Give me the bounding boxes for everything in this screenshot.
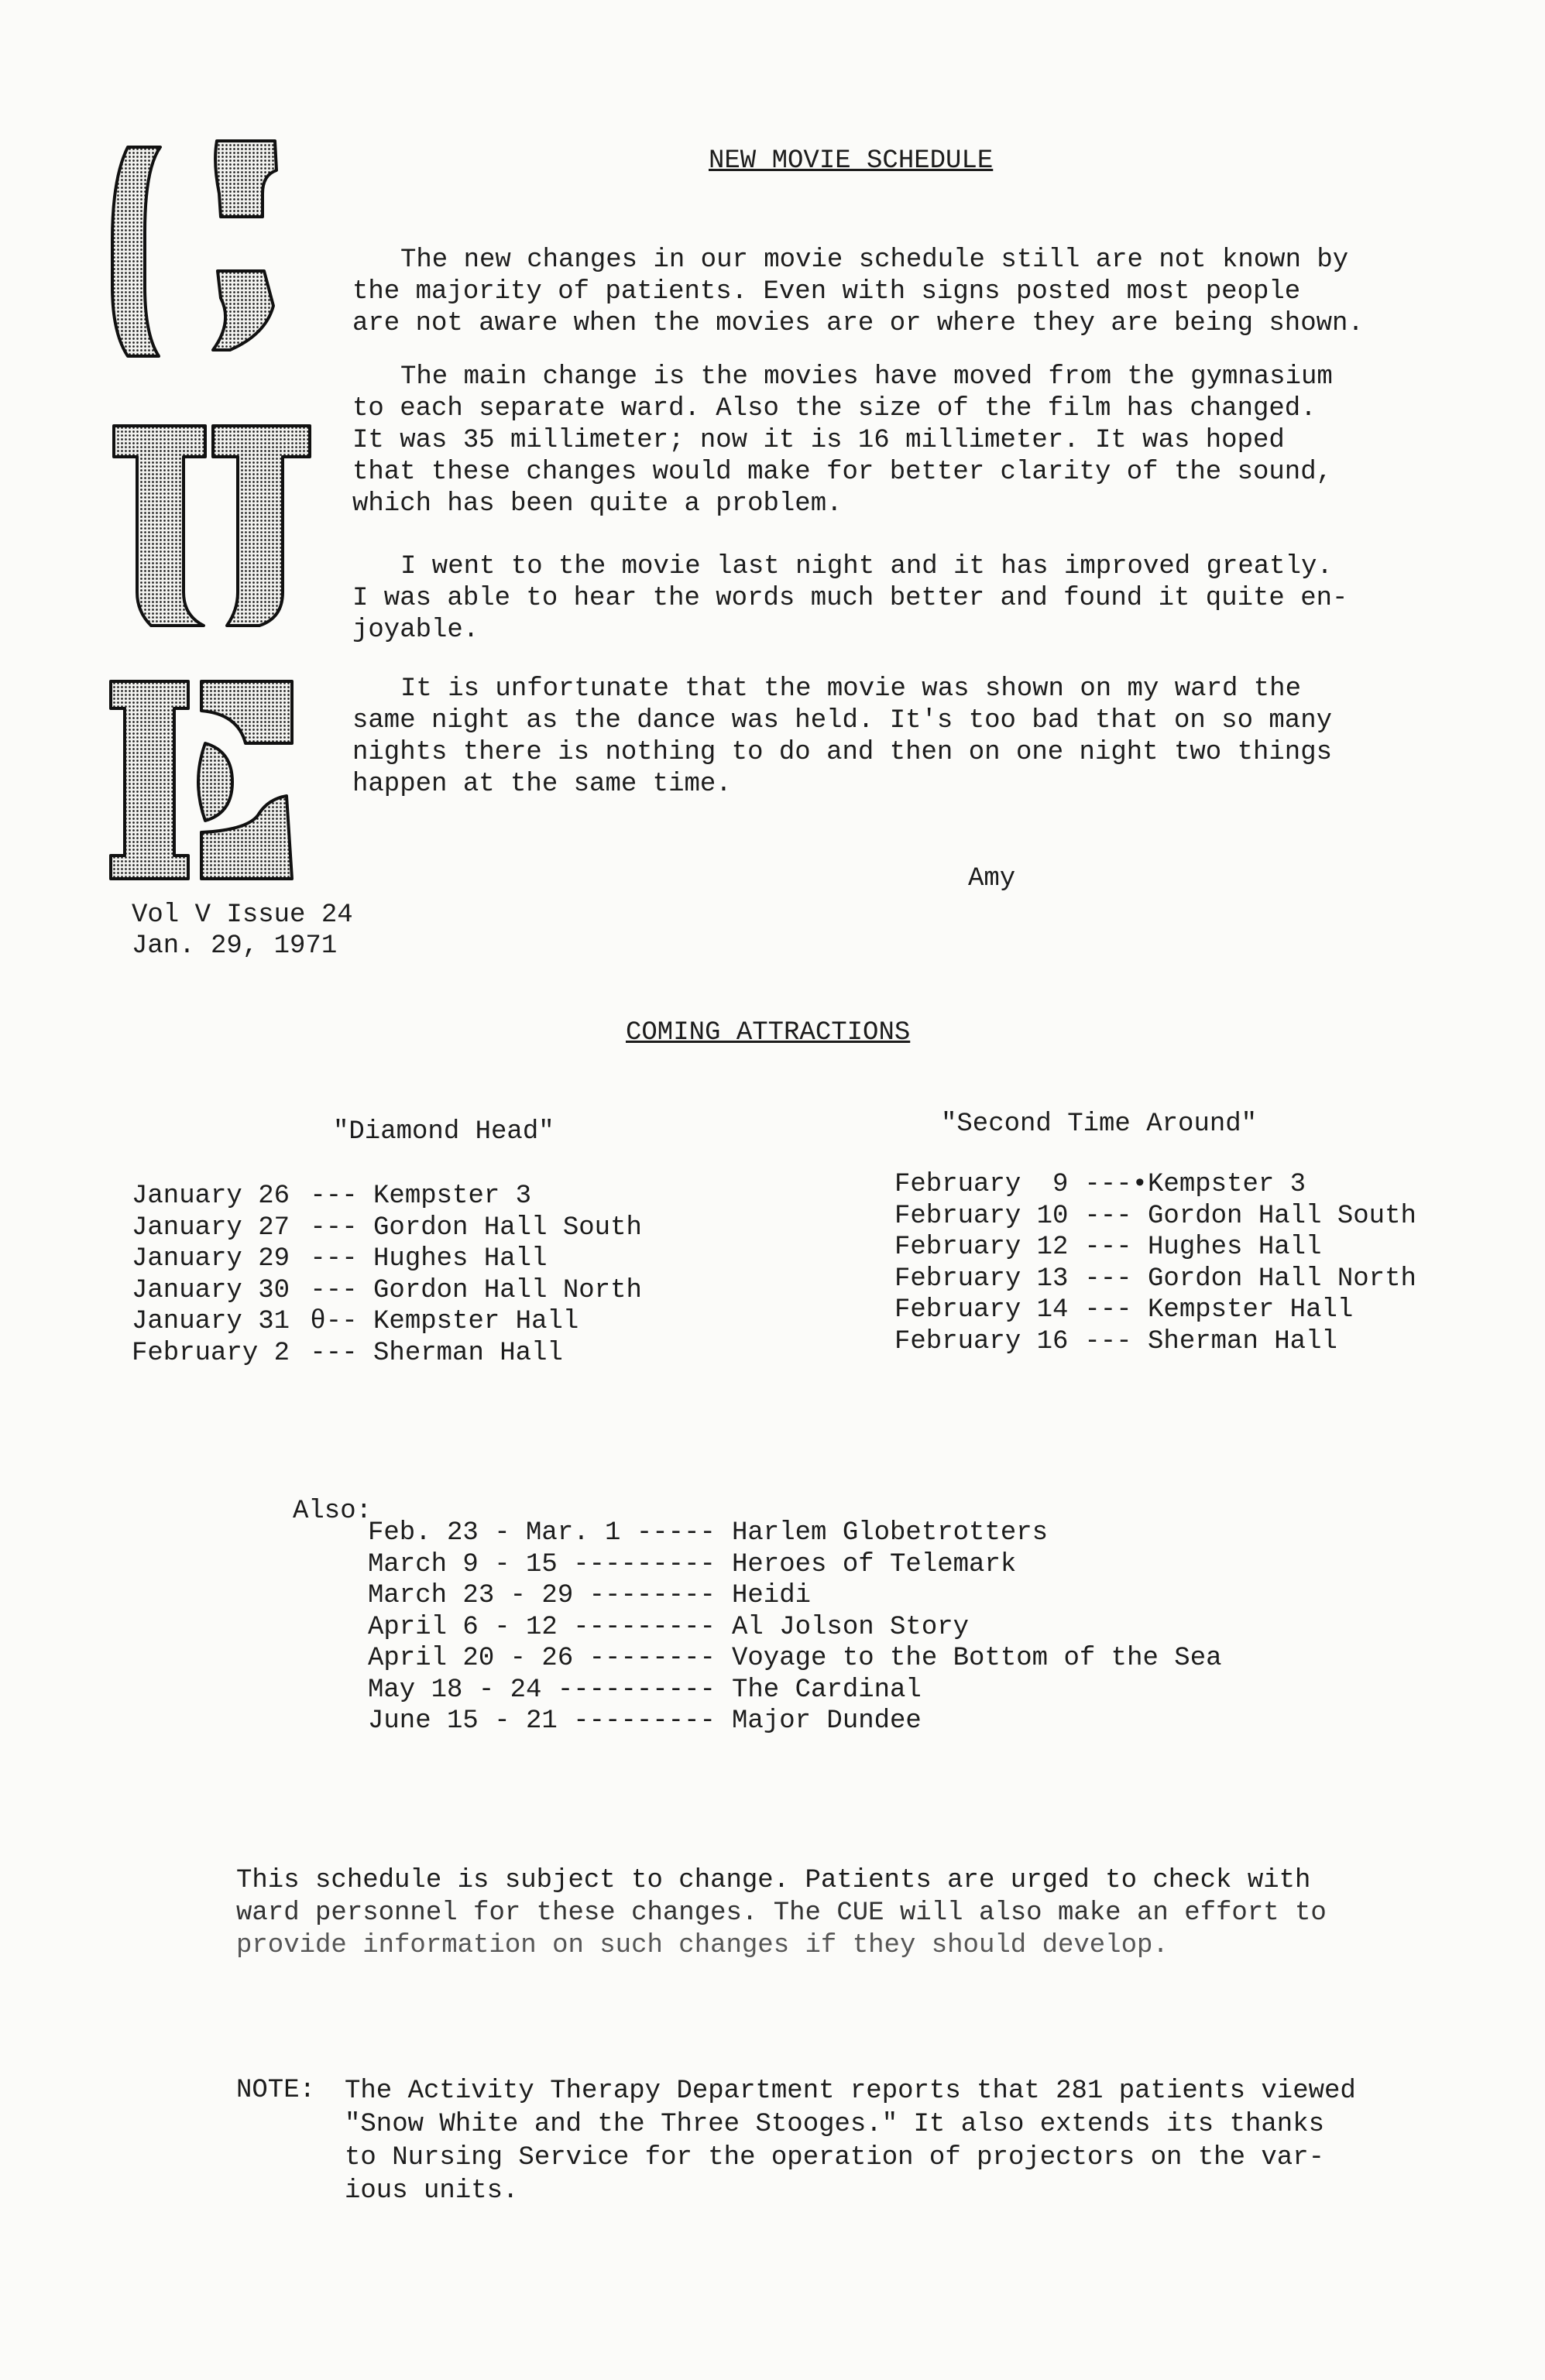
also-title: Al Jolson Story <box>732 1612 970 1642</box>
separator: --- <box>1069 1326 1148 1356</box>
showing-row <box>894 1295 1416 1326</box>
separator: ---• <box>1069 1170 1148 1199</box>
showing-place: Sherman Hall <box>1148 1326 1337 1356</box>
showing-place: Gordon Hall South <box>1148 1201 1416 1231</box>
separator: --- <box>294 1212 374 1243</box>
article-line: to each separate ward. Also the size of the film has changed. <box>352 394 1317 424</box>
separator: --- <box>1069 1201 1148 1231</box>
article-line: same night as the dance was held. It's too bad that on so many <box>352 706 1333 736</box>
showing-row <box>132 1181 642 1212</box>
also-dates: April 20 - 26 -------- <box>368 1644 716 1673</box>
showing-date: January 27 <box>132 1212 290 1243</box>
logo-letter-u <box>114 426 310 626</box>
article-line: the majority of patients. Even with signs posted most people <box>352 277 1301 307</box>
coming-attractions-title: COMING ATTRACTIONS <box>626 1018 911 1048</box>
cue-logo <box>97 132 321 898</box>
showing-date: February 16 <box>894 1326 1069 1356</box>
showing-date: February 10 <box>894 1201 1069 1231</box>
also-title: Major Dundee <box>732 1706 922 1736</box>
article-line: which has been quite a problem. <box>352 489 843 519</box>
showing-date: February 9 <box>894 1170 1069 1199</box>
showing-place: Gordon Hall South <box>373 1212 642 1243</box>
showing-date: February 14 <box>894 1295 1069 1325</box>
article-paragraph <box>352 674 1359 801</box>
showing-place: Gordon Hall North <box>373 1275 642 1305</box>
note-line: The Activity Therapy Department reports that 281 patients viewed <box>345 2076 1356 2106</box>
notice-line: provide information on such changes if they should develop. <box>236 1931 1169 1960</box>
separator: θ-- <box>294 1307 374 1336</box>
film-title: "Diamond Head" <box>333 1117 554 1147</box>
article-author: Amy <box>968 864 1016 893</box>
article-paragraph <box>352 245 1364 340</box>
showing-list <box>894 1169 1416 1357</box>
article-title: NEW MOVIE SCHEDULE <box>709 146 994 176</box>
showing-place: Kempster Hall <box>373 1307 579 1336</box>
showing-row <box>894 1169 1416 1201</box>
article-line: It was 35 millimeter; now it is 16 millimeter. It was hoped <box>352 426 1285 455</box>
separator: --- <box>294 1181 374 1211</box>
notice-line: This schedule is subject to change. Patients are urged to check with <box>236 1866 1311 1895</box>
volume-issue: Vol V Issue 24 <box>132 900 353 930</box>
separator: --- <box>1069 1295 1148 1325</box>
article-paragraph <box>352 551 1359 646</box>
notice-line: ward personnel for these changes. The CUE will also make an effort to <box>236 1898 1327 1928</box>
article-line: happen at the same time. <box>352 770 732 799</box>
showing-place: Kempster 3 <box>373 1181 532 1211</box>
also-dates: June 15 - 21 --------- <box>368 1706 716 1736</box>
also-row <box>368 1643 1222 1675</box>
also-dates: March 23 - 29 -------- <box>368 1581 716 1610</box>
note-text <box>345 2075 1356 2208</box>
issue-date: Jan. 29, 1971 <box>132 931 338 961</box>
also-list <box>368 1518 1222 1737</box>
also-dates: April 6 - 12 --------- <box>368 1612 716 1642</box>
article-line: The new changes in our movie schedule still are not known by <box>400 245 1349 275</box>
showing-place: Sherman Hall <box>373 1338 563 1368</box>
showing-place: Kempster 3 <box>1148 1170 1306 1199</box>
separator: --- <box>294 1275 374 1305</box>
logo-letter-c <box>112 141 276 356</box>
also-row <box>368 1675 1222 1706</box>
showing-date: February 2 <box>132 1338 290 1368</box>
showing-date: January 26 <box>132 1181 290 1211</box>
also-dates: May 18 - 24 ---------- <box>368 1675 716 1705</box>
showing-row <box>132 1275 642 1307</box>
showing-list <box>132 1181 642 1369</box>
showing-row <box>894 1326 1416 1358</box>
showing-date: February 13 <box>894 1264 1069 1294</box>
separator: --- <box>294 1338 374 1368</box>
logo-letter-e <box>111 681 292 879</box>
note-label: NOTE: <box>236 2076 316 2105</box>
also-title: Voyage to the Bottom of the Sea <box>732 1644 1222 1673</box>
showing-row <box>894 1232 1416 1264</box>
article-line: I went to the movie last night and it has improved greatly. <box>400 552 1333 581</box>
note-line: ious units. <box>345 2176 519 2206</box>
note-line: to Nursing Service for the operation of projectors on the var- <box>345 2143 1325 2173</box>
showing-row <box>132 1306 642 1338</box>
showing-date: January 31 <box>132 1307 290 1336</box>
article-line: are not aware when the movies are or where they are being shown. <box>352 309 1364 338</box>
also-dates: March 9 - 15 --------- <box>368 1549 716 1579</box>
also-title: The Cardinal <box>732 1675 922 1705</box>
also-row <box>368 1518 1222 1549</box>
showing-date: January 30 <box>132 1275 290 1305</box>
also-title: Heidi <box>732 1581 812 1610</box>
also-row <box>368 1612 1222 1644</box>
article-line: joyable. <box>352 616 479 645</box>
note-line: "Snow White and the Three Stooges." It also extends its thanks <box>345 2110 1325 2139</box>
also-label: Also: <box>293 1497 373 1526</box>
article-line: It is unfortunate that the movie was shown on my ward the <box>400 674 1301 704</box>
showing-row <box>132 1212 642 1244</box>
also-title: Harlem Globetrotters <box>732 1518 1049 1548</box>
article-line: I was able to hear the words much better and found it quite en- <box>352 584 1348 613</box>
schedule-notice <box>236 1864 1327 1962</box>
article-paragraph <box>352 362 1359 520</box>
showing-place: Kempster Hall <box>1148 1295 1354 1325</box>
separator: --- <box>1069 1264 1148 1294</box>
showing-row <box>132 1338 642 1370</box>
article-line: nights there is nothing to do and then on one night two things <box>352 738 1333 767</box>
showing-date: February 12 <box>894 1233 1069 1262</box>
showing-place: Hughes Hall <box>373 1244 548 1274</box>
also-row <box>368 1580 1222 1612</box>
also-dates: Feb. 23 - Mar. 1 ----- <box>368 1518 716 1548</box>
article-line: that these changes would make for better clarity of the sound, <box>352 458 1333 487</box>
also-row <box>368 1706 1222 1737</box>
showing-date: January 29 <box>132 1244 290 1274</box>
showing-place: Gordon Hall North <box>1148 1264 1416 1294</box>
also-row <box>368 1549 1222 1581</box>
film-title: "Second Time Around" <box>941 1109 1258 1139</box>
showing-row <box>894 1264 1416 1295</box>
showing-place: Hughes Hall <box>1148 1233 1322 1262</box>
separator: --- <box>1069 1233 1148 1262</box>
article-line: The main change is the movies have moved from the gymnasium <box>400 362 1333 392</box>
separator: --- <box>294 1244 374 1274</box>
showing-row <box>894 1201 1416 1233</box>
also-title: Heroes of Telemark <box>732 1549 1017 1579</box>
showing-row <box>132 1243 642 1275</box>
